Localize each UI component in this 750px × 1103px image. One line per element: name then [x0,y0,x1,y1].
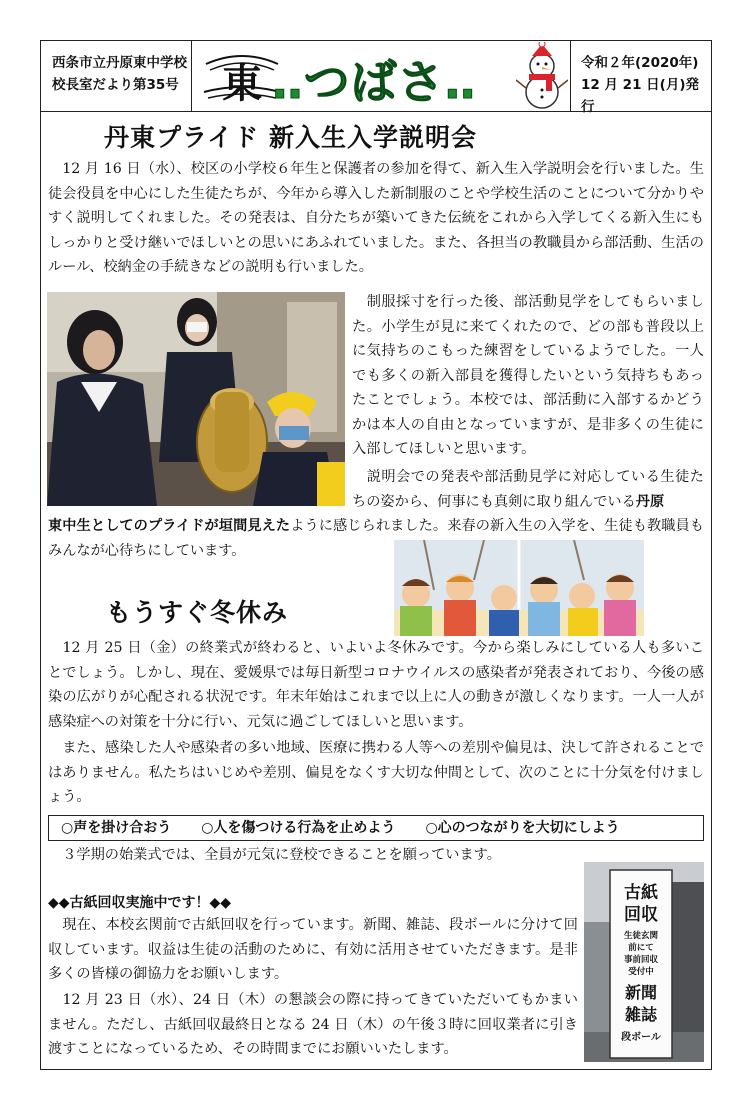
orientation-paragraph-3-cont: 東中生としてのプライドが垣間見えたように感じられました。来春の新入生の入学を、生徒も教職員もみんなが心待ちにしています。 [48,518,704,559]
pride-highlight-1: 丹原 [635,493,665,510]
newsletter-logo [192,40,570,112]
sign-text-6: 受付中 [628,967,654,977]
photo-recycling-sign [584,862,704,1062]
section-title-winter-break: もうすぐ冬休み [106,598,289,627]
sign-text-1: 古紙 [624,883,658,903]
era-year: 令和２年(2020年) [581,55,699,71]
recycling-paragraph-1: 現在、本校玄関前で古紙回収を行っています。新聞、雑誌、段ボールに分けて回収しています。収益は生徒の活動のために、有効に活用させていただきます。是非多くの皆様の御協力をお願いします。 [48,917,578,982]
illustration-winter-children [394,540,644,636]
pledge-banner [48,815,704,841]
sign-text-7: 新聞 [624,983,658,1002]
pride-highlight-2: 東中生としてのプライドが垣間見えた [48,518,291,534]
newsletter-header [40,40,712,115]
sign-text-8: 雑誌 [624,1005,658,1024]
publish-date: 12 月 21 日(月)発行 [581,77,700,115]
sign-text-5: 事前回収 [623,955,659,965]
orientation-paragraph-3: 説明会での発表や部活動見学に対応している生徒たちの姿から、何事にも真剣に取り組んでいる丹原 [352,469,704,510]
sign-text-4: 前にて [628,943,654,953]
issue-date [570,40,712,115]
pledge-item-2: ○人を傷つける行為を止めよう [201,820,396,836]
winter-paragraph-3: ３学期の始業式では、全員が元気に登校できることを願っています。 [62,847,501,863]
pledge-item-3: ○心のつながりを大切にしよう [425,820,620,836]
section-title-paper-recycling: ◆◆古紙回収実施中です！◆◆ [48,895,232,911]
recycling-paragraph-2: 12 月 23 日（水）、24 日（木）の懇談会の際に持ってきていただいてもかまいません。ただし、古紙回収最終日となる 24 日（木）の午後３時に回収業者に引き渡すことになっているため、その時間までにお願いいたします。 [48,992,578,1057]
winter-paragraph-2: また、感染した人や感染者の多い地域、医療に携わる人等への差別や偏見は、決して許されることではありません。私たちはいじめや差別、偏見をなくす大切な仲間として、次のことに十分気を付けましょう。 [48,740,704,805]
photo-club-visit [47,292,345,506]
newsletter-title: ‥つばさ‥ [272,55,477,109]
sign-text-3: 生徒玄関 [623,931,659,941]
issue-number: 校長室だより第35号 [52,77,179,93]
sign-text-9: 段ボール [621,1032,661,1043]
logo-kanji: 東 [222,61,262,107]
orientation-paragraph-1: 12 月 16 日（水）、校区の小学校６年生と保護者の参加を得て、新入生入学説明会を行いました。生徒会役員を中心にした生徒たちが、今年から導入した新制服のことや学校生活のことについて分かりやすく説明してくれました。その発表は、自分たちが築いてきた伝統をこれから入学してくる新入生にもしっかりと受け継いでほしいとの思いにあふれていました。また、各担当の教職員から部活動、生活のルール、校納金の手続きなどの説明も行いました。 [48,161,704,275]
school-name: 西条市立丹原東中学校 [52,55,187,71]
section-title-orientation: 丹東プライド 新入生入学説明会 [104,123,477,152]
winter-paragraph-1: 12 月 25 日（金）の終業式が終わると、いよいよ冬休みです。今から楽しみにしている人も多いことでしょう。しかし、現在、愛媛県では毎日新型コロナウイルスの感染者が発表されており、今後の感染の広がりが心配される状況です。年末年始はこれまで以上に人の動きが激しくなります。一人一人が感染症への対策を十分に行い、元気に過ごしてほしいと思います。 [48,640,704,730]
pledge-item-1: ○声を掛け合おう [61,820,172,836]
orientation-paragraph-2: 制服採寸を行った後、部活動見学をしてもらいました。小学生が見に来てくれたので、どの部も普段以上に気持ちのこもった練習をしているようでした。一人でも多くの新入部員を獲得したいという気持ちもあったことでしょう。本校では、部活動に入部するかどうかは本人の自由となっていますが、是非多くの生徒に入部してほしいと思います。 [352,294,704,457]
sign-text-2: 回収 [624,905,658,925]
school-info [40,40,192,112]
snowman-icon [516,42,568,110]
